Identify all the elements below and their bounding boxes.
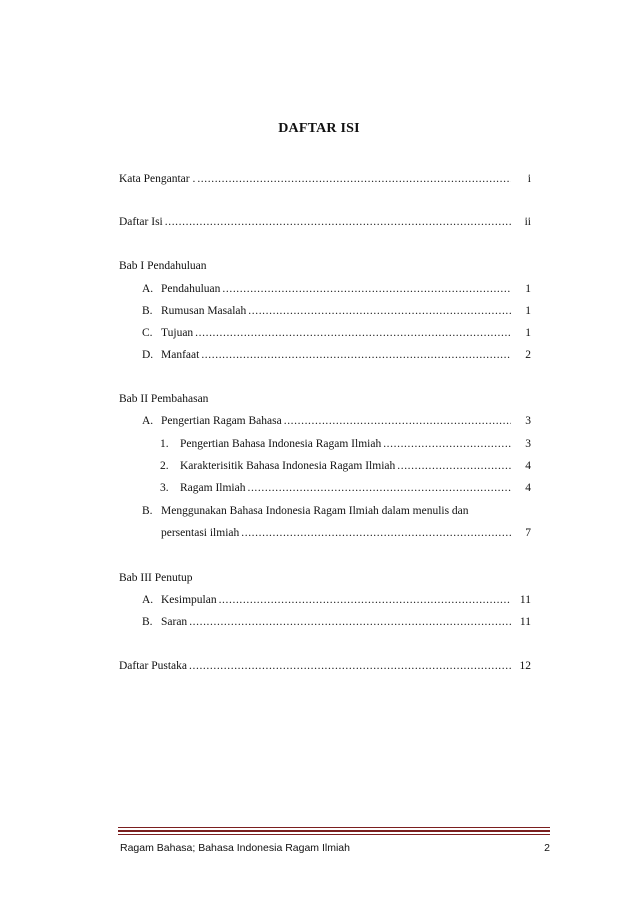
toc-page-number: ii	[524, 216, 531, 228]
dot-leader	[222, 282, 511, 296]
chapter-heading-bab-1: Bab I Pendahuluan	[119, 260, 207, 272]
toc-entry-pendahuluan[interactable]	[142, 282, 531, 296]
toc-page-number: 1	[525, 305, 531, 317]
chapter-heading-bab-3: Bab III Penutup	[119, 572, 193, 584]
toc-entry-ragam-ilmiah[interactable]	[160, 481, 531, 495]
toc-entry-daftar-isi[interactable]	[119, 215, 531, 229]
toc-page-number: 4	[525, 460, 531, 472]
dot-leader	[195, 326, 511, 340]
chapter-heading-bab-2: Bab II Pembahasan	[119, 393, 209, 405]
toc-entry-label: Kesimpulan	[161, 594, 217, 606]
toc-page-number: 1	[525, 283, 531, 295]
toc-page-number: 2	[525, 349, 531, 361]
toc-entry-label: Pengertian Ragam Bahasa	[161, 415, 282, 427]
toc-entry-label: Pendahuluan	[161, 283, 221, 295]
toc-marker: A.	[142, 283, 154, 295]
toc-entry-label: Rumusan Masalah	[161, 305, 247, 317]
toc-entry-label: Ragam Ilmiah	[180, 482, 246, 494]
toc-page-number: 3	[525, 438, 531, 450]
toc-marker: 2.	[160, 460, 169, 472]
toc-entry-manfaat[interactable]	[142, 348, 531, 362]
toc-entry-pengertian-ragam-bahasa[interactable]	[142, 414, 531, 428]
toc-page-number: 7	[525, 527, 531, 539]
toc-marker: 3.	[160, 482, 169, 494]
toc-marker: A.	[142, 415, 154, 427]
toc-entry-kesimpulan[interactable]	[142, 593, 531, 607]
toc-page-number: 11	[519, 594, 531, 606]
dot-leader	[247, 481, 511, 495]
toc-entry-pengertian-bahasa-indonesia[interactable]	[160, 437, 531, 451]
toc-entry-label: Pengertian Bahasa Indonesia Ragam Ilmiah	[180, 438, 382, 450]
toc-entry-label: Karakterisitik Bahasa Indonesia Ragam Ilmiah	[180, 460, 396, 472]
toc-entry-label: Kata Pengantar .	[119, 173, 196, 185]
toc-entry-label: Manfaat	[161, 349, 200, 361]
toc-page-number: i	[527, 173, 531, 185]
dot-leader	[383, 437, 511, 451]
dot-leader	[165, 215, 511, 229]
toc-page-number: 1	[525, 327, 531, 339]
toc-entry-label: persentasi ilmiah	[161, 527, 240, 539]
toc-entry-tujuan[interactable]	[142, 326, 531, 340]
footer-rule	[118, 827, 550, 828]
toc-entry-daftar-pustaka[interactable]	[119, 659, 531, 673]
page-title: DAFTAR ISI	[278, 121, 360, 136]
dot-leader	[189, 615, 511, 629]
dot-leader	[201, 348, 511, 362]
toc-entry-karakteristik[interactable]	[160, 459, 531, 473]
dot-leader	[219, 593, 511, 607]
toc-marker: C.	[142, 327, 153, 339]
toc-page-number: 11	[519, 616, 531, 628]
toc-page-number: 4	[525, 482, 531, 494]
dot-leader	[248, 304, 511, 318]
footer-rule	[118, 830, 550, 832]
footer-page-number: 2	[544, 842, 550, 854]
toc-marker: B.	[142, 505, 153, 517]
dot-leader	[197, 172, 511, 186]
dot-leader	[284, 414, 511, 428]
toc-entry-rumusan-masalah[interactable]	[142, 304, 531, 318]
toc-entry-label: Tujuan	[161, 327, 194, 339]
dot-leader	[189, 659, 511, 673]
toc-entry-label: Menggunakan Bahasa Indonesia Ragam Ilmiah dalam menulis dan	[161, 505, 469, 517]
toc-entry-label: Daftar Pustaka	[119, 660, 188, 672]
footer-text: Ragam Bahasa; Bahasa Indonesia Ragam Ilmiah	[120, 842, 350, 854]
toc-marker: D.	[142, 349, 154, 361]
toc-page-number: 12	[519, 660, 531, 672]
toc-marker: B.	[142, 305, 153, 317]
dot-leader	[241, 526, 511, 540]
toc-entry-menggunakan-line2[interactable]	[161, 526, 531, 540]
toc-entry-label: Daftar Isi	[119, 216, 163, 228]
toc-marker: B.	[142, 616, 153, 628]
toc-entry-saran[interactable]	[142, 615, 531, 629]
footer-rule	[118, 834, 550, 835]
dot-leader	[397, 459, 511, 473]
toc-entry-label: Saran	[161, 616, 188, 628]
toc-entry-kata-pengantar[interactable]	[119, 172, 531, 186]
toc-page-number: 3	[525, 415, 531, 427]
toc-marker: 1.	[160, 438, 169, 450]
toc-entry-menggunakan-line1[interactable]	[142, 504, 469, 518]
toc-marker: A.	[142, 594, 154, 606]
